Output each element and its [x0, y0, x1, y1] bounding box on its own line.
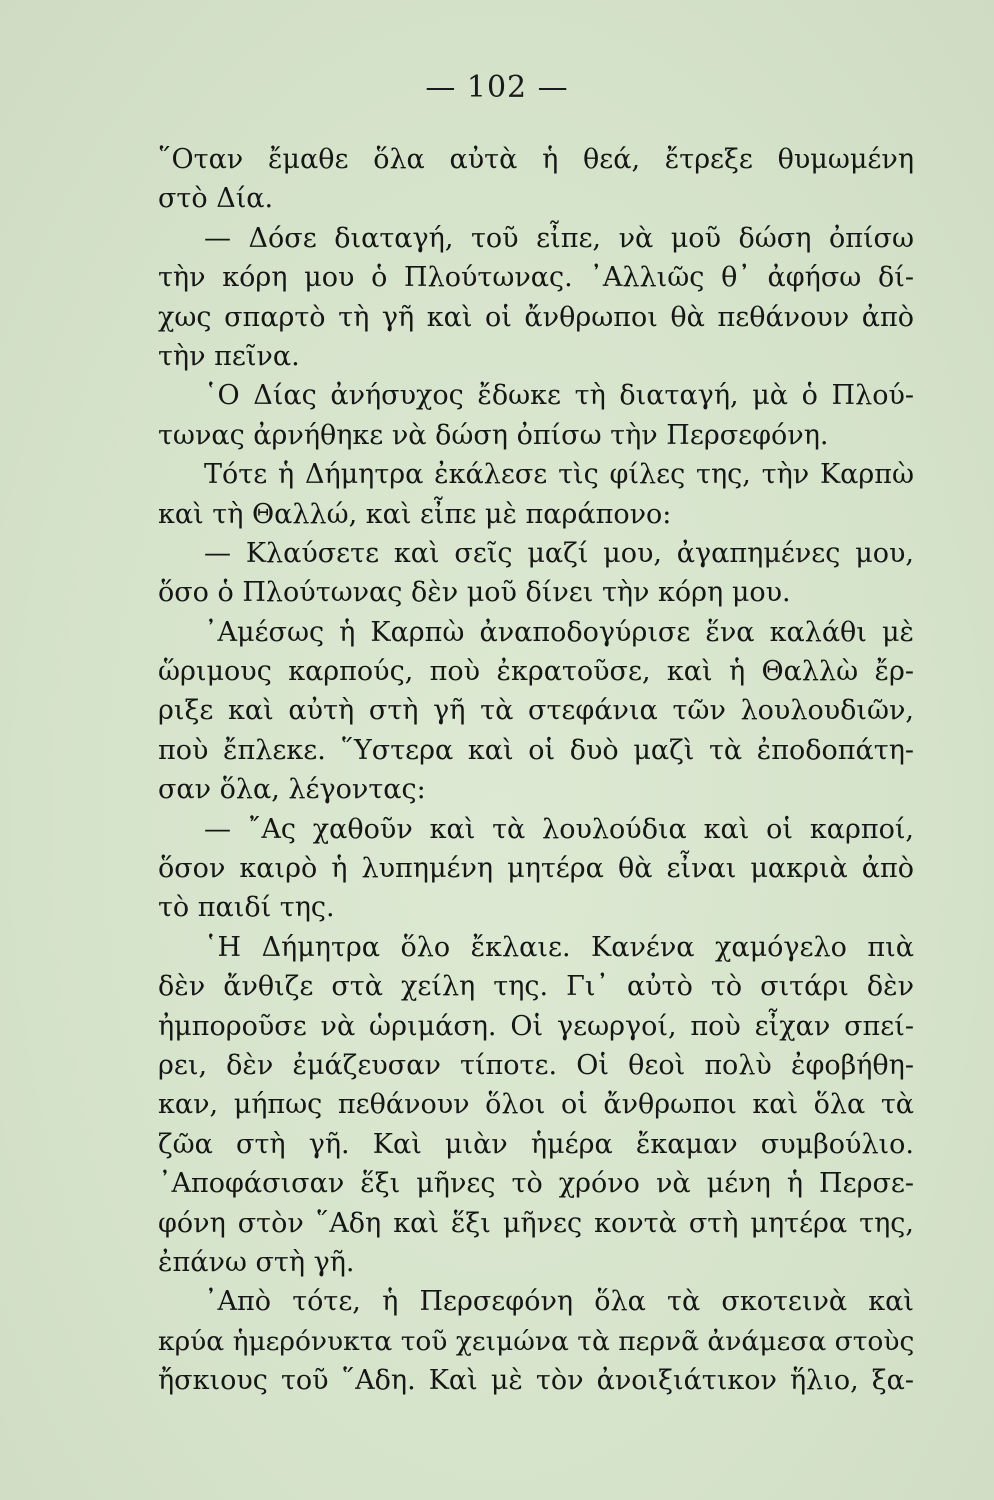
text-line: ῞Οταν ἔμαθε ὅλα αὐτὰ ἡ θεά, ἔτρεξε θυμωμένη: [158, 144, 914, 175]
text-line: καὶ τὴ Θαλλώ, καὶ εἶπε μὲ παράπονο:: [158, 498, 672, 530]
text-line: ᾿Απὸ τότε, ἡ Περσεφόνη ὅλα τὰ σκοτεινὰ καὶ: [204, 1286, 914, 1318]
text-line: ᾿Αποφάσισαν ἕξι μῆνες τὸ χρόνο νὰ μένη ἡ Περσε-: [158, 1168, 914, 1200]
text-line: καν, μήπως πεθάνουν ὅλοι οἱ ἄνθρωποι καὶ ὅλα τὰ: [158, 1089, 914, 1121]
text-line: ὅσον καιρὸ ἡ λυπημένη μητέρα θὰ εἶναι μακριὰ ἀπὸ: [158, 853, 914, 885]
text-line: ὅσο ὁ Πλούτωνας δὲν μοῦ δίνει τὴν κόρη μου.: [158, 577, 791, 609]
text-line: τὴν κόρη μου ὁ Πλούτωνας. ᾿Αλλιῶς θ᾿ ἀφήσω δί-: [158, 262, 914, 294]
text-line: ὥριμους καρπούς, ποὺ ἐκρατοῦσε, καὶ ἡ Θαλλὼ ἔρ-: [158, 656, 914, 688]
text-line: ἠμποροῦσε νὰ ὡριμάση. Οἱ γεωργοί, ποὺ εἶχαν σπεί-: [158, 1010, 914, 1042]
text-line: ρει, δὲν ἐμάζευσαν τίποτε. Οἱ θεοὶ πολὺ ἐφοβήθη-: [158, 1049, 914, 1081]
text-line: Τότε ἡ Δήμητρα ἐκάλεσε τὶς φίλες της, τὴν Καρπὼ: [204, 459, 914, 491]
text-line: ριξε καὶ αὐτὴ στὴ γῆ τὰ στεφάνια τῶν λουλουδιῶν,: [158, 695, 914, 727]
text-line: τὴν πεῖνα.: [158, 340, 300, 372]
text-line: φόνη στὸν ῞Αδη καὶ ἕξι μῆνες κοντὰ στὴ μητέρα της,: [158, 1207, 914, 1239]
text-line: ζῶα στὴ γῆ. Καὶ μιὰν ἡμέρα ἔκαμαν συμβούλιο.: [158, 1128, 914, 1160]
body-text: [158, 140, 914, 1401]
text-line: τωνας ἀρνήθηκε νὰ δώση ὀπίσω τὴν Περσεφόνη.: [158, 419, 829, 451]
text-line: τὸ παιδί της.: [158, 892, 335, 924]
text-line: ἤσκιους τοῦ ῞Αδη. Καὶ μὲ τὸν ἀνοιξιάτικον ἥλιο, ξα-: [158, 1365, 914, 1397]
text-line: — Κλαύσετε καὶ σεῖς μαζί μου, ἀγαπημένες μου,: [204, 537, 914, 569]
text-line: στὸ Δία.: [158, 183, 274, 215]
text-line: δὲν ἄνθιζε στὰ χείλη της. Γι᾿ αὐτὸ τὸ σιτάρι δὲν: [158, 971, 914, 1003]
text-line: χως σπαρτὸ τὴ γῆ καὶ οἱ ἄνθρωποι θὰ πεθάνουν ἀπὸ: [158, 301, 914, 333]
text-line: ῾Η Δήμητρα ὅλο ἔκλαιε. Κανένα χαμόγελο πιὰ: [204, 931, 914, 963]
text-line: — ῎Ας χαθοῦν καὶ τὰ λουλούδια καὶ οἱ καρποί,: [204, 813, 914, 845]
text-line: σαν ὅλα, λέγοντας:: [158, 774, 426, 806]
text-line: ἐπάνω στὴ γῆ.: [158, 1246, 355, 1278]
text-line: ῾Ο Δίας ἀνήσυχος ἔδωκε τὴ διαταγή, μὰ ὁ Πλού-: [204, 380, 914, 412]
text-line: — Δόσε διαταγή, τοῦ εἶπε, νὰ μοῦ δώση ὀπίσω: [204, 222, 914, 254]
text-line: ποὺ ἔπλεκε. ῞Υστερα καὶ οἱ δυὸ μαζὶ τὰ ἐποδοπάτη-: [158, 734, 914, 766]
text-line: ᾿Αμέσως ἡ Καρπὼ ἀναποδογύρισε ἕνα καλάθι μὲ: [204, 616, 914, 648]
text-line: κρύα ἡμερόνυκτα τοῦ χειμώνα τὰ περνᾶ ἀνάμεσα στοὺς: [158, 1325, 914, 1357]
page-number: — 102 —: [425, 70, 569, 105]
